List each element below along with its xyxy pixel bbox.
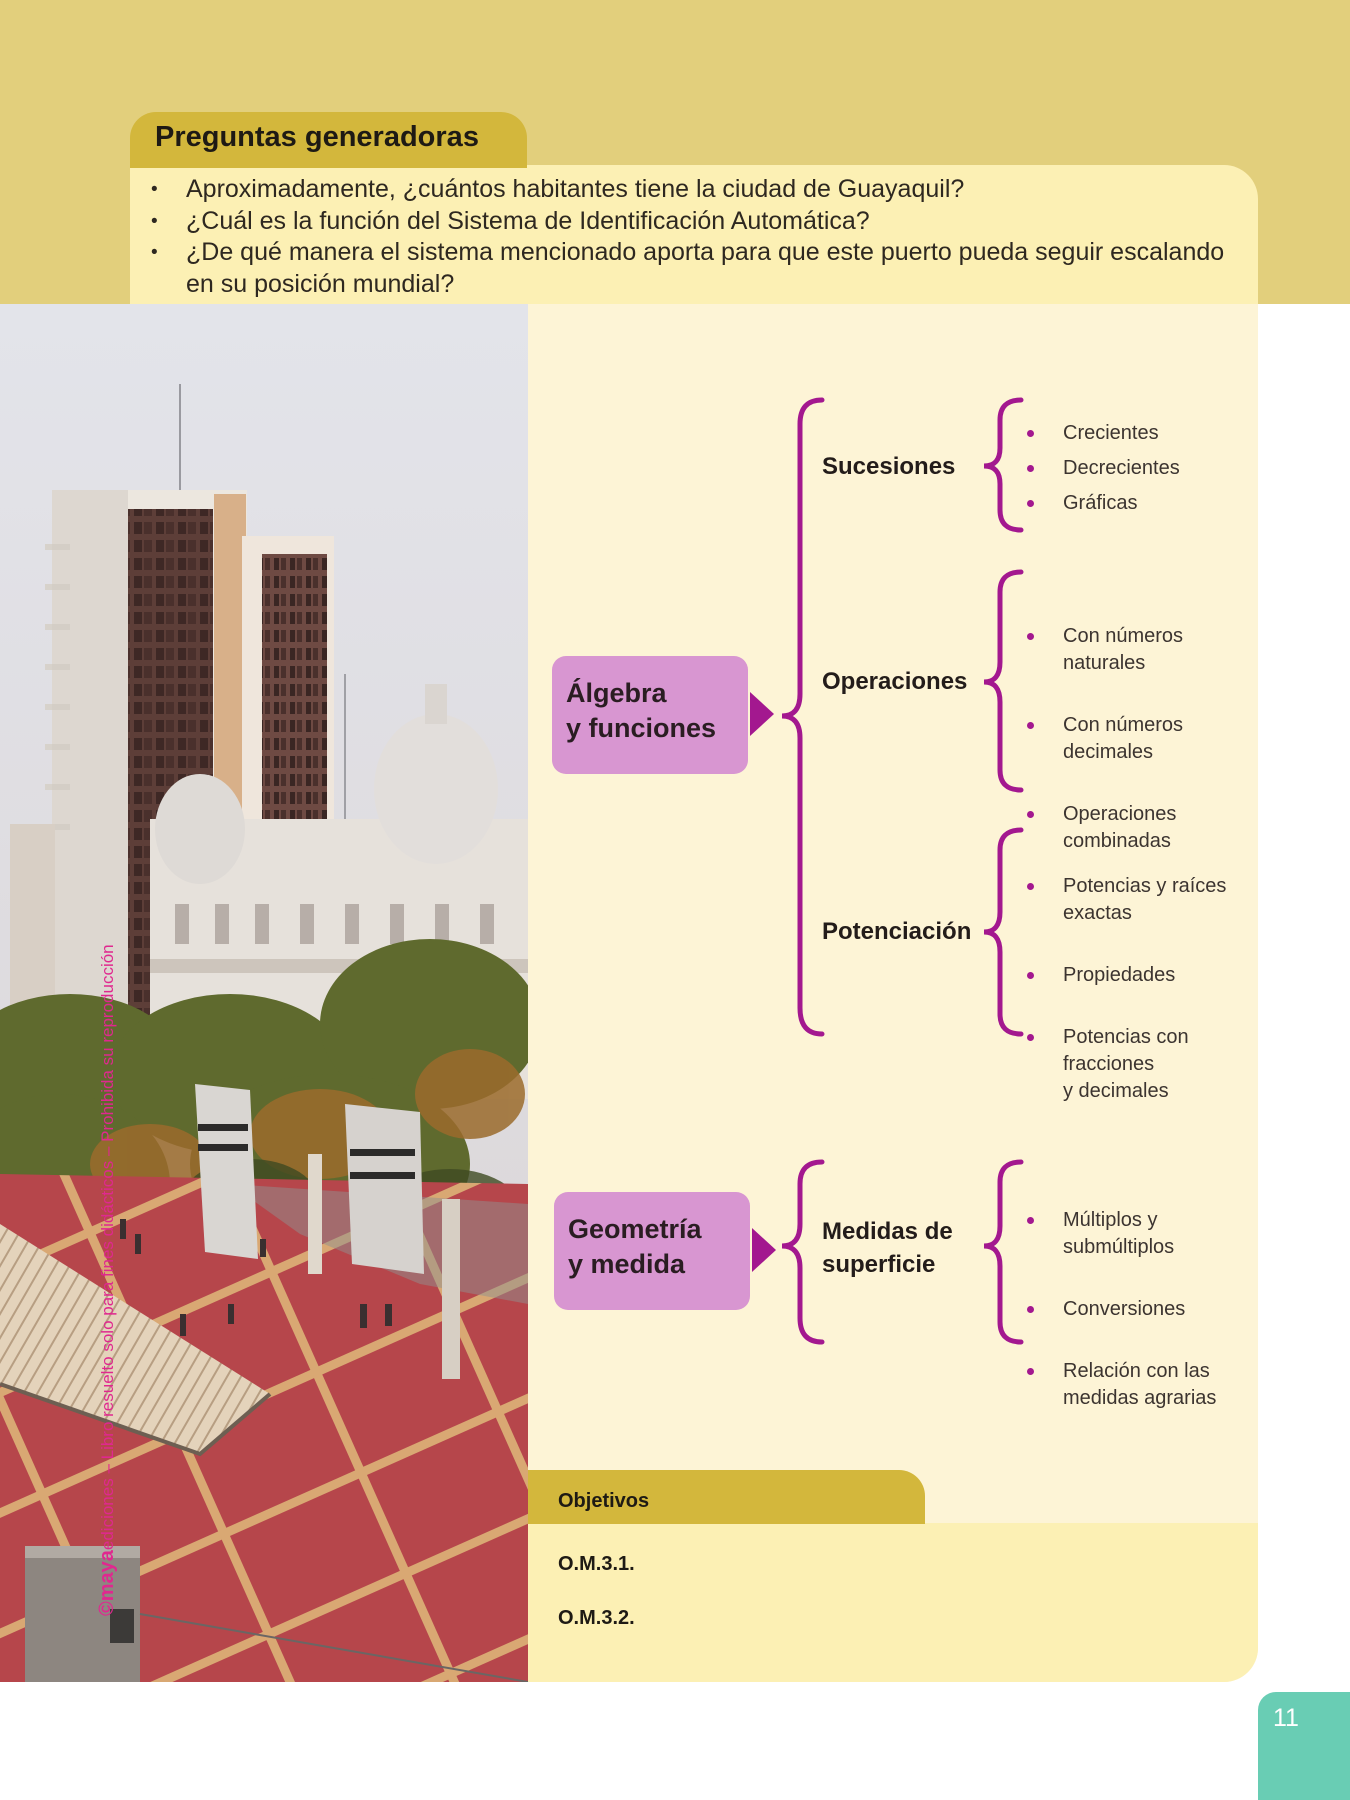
objectives-title: Objetivos [558, 1490, 650, 1512]
list-sucesiones [1044, 420, 1180, 525]
list-item: Gráficas [1044, 490, 1180, 517]
watermark-text: ediciones – Libro resuelto solo para fines didácticos – Prohibida su reproducción [98, 944, 117, 1551]
objective-code: O.M.3.2. [558, 1607, 635, 1629]
category-geometria-arrow [752, 1228, 776, 1272]
objective-code: O.M.3.1. [558, 1553, 635, 1575]
topic-operaciones: Operaciones [822, 668, 968, 695]
list-medidas [1044, 1180, 1216, 1447]
question-item: • ¿De qué manera el sistema mencionado aporta para que este puerto pueda seguir escalando en su posición mundial? [150, 237, 1230, 300]
questions-title: Preguntas generadoras [155, 121, 479, 153]
list-item: Relación con las medidas agrarias [1044, 1358, 1216, 1412]
question-item: • Aproximadamente, ¿cuántos habitantes tiene la ciudad de Guayaquil? [150, 174, 1230, 206]
topic-medidas-line1: Medidas de [822, 1218, 953, 1245]
page-number-tab [1258, 1692, 1350, 1800]
category-algebra-line1: Álgebra [566, 678, 667, 708]
category-geometria-label [568, 1212, 702, 1282]
page-number: 11 [1273, 1704, 1299, 1732]
list-item: Potencias y raíces exactas [1044, 873, 1226, 927]
list-item: Conversiones [1044, 1296, 1216, 1323]
list-item: Potencias con fracciones y decimales [1044, 1024, 1226, 1105]
list-item: Propiedades [1044, 962, 1226, 989]
list-item: Con números decimales [1044, 712, 1183, 766]
topic-medidas-line2: superficie [822, 1251, 936, 1278]
watermark-brand: ©maya [96, 1550, 118, 1616]
topic-medidas-de-superficie [822, 1215, 953, 1281]
list-potenciacion [1044, 846, 1226, 1140]
objectives-box [528, 1523, 1258, 1682]
list-item: Decrecientes [1044, 455, 1180, 482]
list-item: Múltiplos y submúltiplos [1044, 1207, 1216, 1261]
question-item: • ¿Cuál es la función del Sistema de Identificación Automática? [150, 206, 1230, 238]
category-algebra-arrow [750, 692, 774, 736]
category-algebra-label [566, 676, 716, 746]
category-geometria-line1: Geometría [568, 1214, 702, 1244]
topic-sucesiones: Sucesiones [822, 453, 956, 480]
list-item: Operaciones combinadas [1044, 801, 1183, 855]
topic-potenciacion: Potenciación [822, 918, 972, 945]
category-algebra-line2: y funciones [566, 713, 717, 743]
list-item: Crecientes [1044, 420, 1180, 447]
list-item: Con números naturales [1044, 623, 1183, 677]
category-geometria-line2: y medida [568, 1249, 686, 1279]
